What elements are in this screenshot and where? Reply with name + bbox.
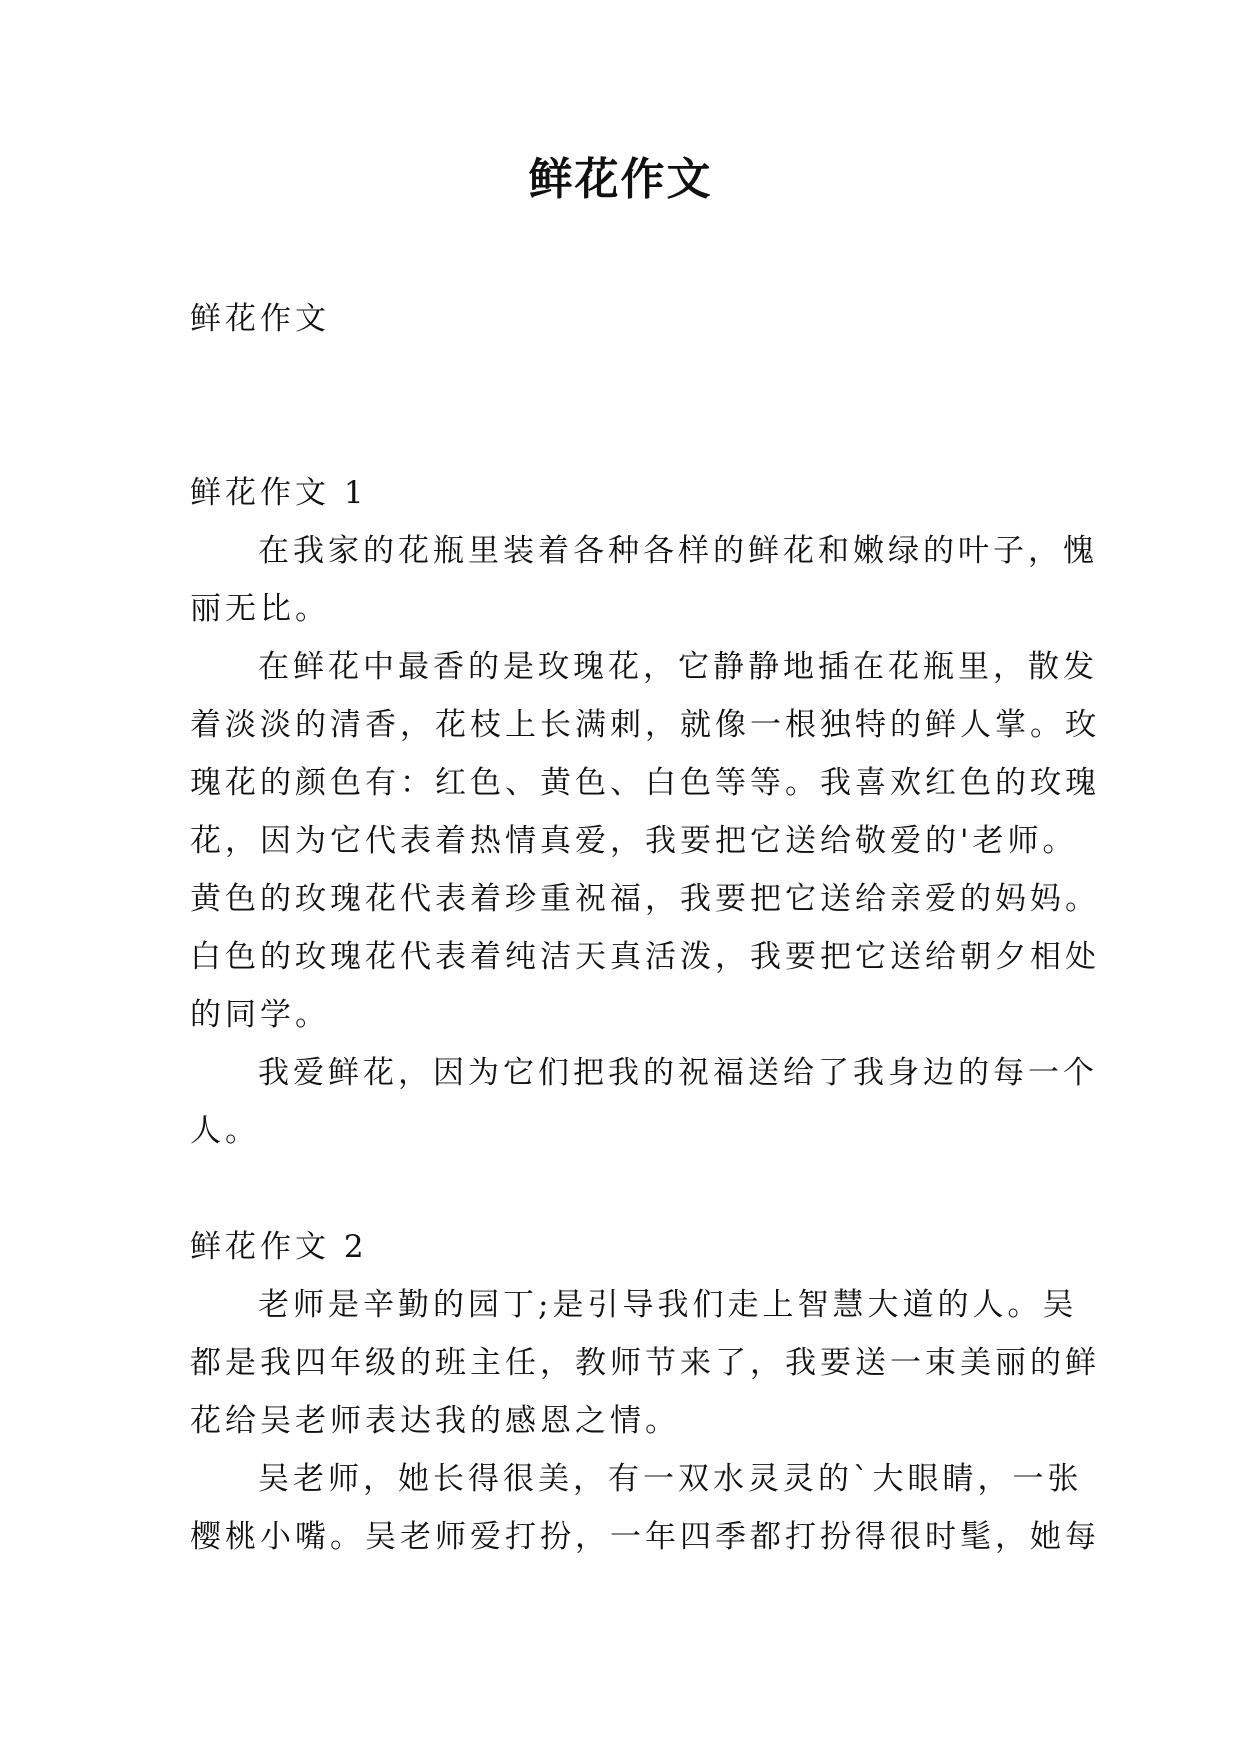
- paragraph: [190, 522, 1098, 638]
- text-line: 在鲜花中最香的是玫瑰花，它静静地插在花瓶里，散发: [258, 649, 1098, 685]
- text-line: 在我家的花瓶里装着各种各样的鲜花和嫩绿的叶子，愧: [258, 533, 1098, 569]
- section-1: [190, 464, 1100, 1160]
- section-2: [190, 1218, 1100, 1566]
- section-heading: 鲜花作文 2: [190, 1229, 368, 1265]
- paragraph: [190, 1044, 1098, 1160]
- text-line: 的同学。: [190, 997, 330, 1033]
- text-line: 白色的玫瑰花代表着纯洁天真活泼，我要把它送给朝夕相处: [190, 939, 1100, 975]
- text-line: 瑰花的颜色有：红色、黄色、白色等等。我喜欢红色的玫瑰: [190, 765, 1100, 801]
- text-line: 丽无比。: [190, 591, 330, 627]
- text-line: 着淡淡的清香，花枝上长满刺，就像一根独特的鲜人掌。玫: [190, 707, 1100, 743]
- document-body: [190, 290, 1100, 1566]
- document-title: 鲜花作文: [528, 154, 713, 205]
- text-line: 人。: [190, 1113, 260, 1149]
- document-subtitle: 鲜花作文: [190, 301, 330, 337]
- paragraph: [190, 1450, 1100, 1566]
- section-heading: 鲜花作文 1: [190, 475, 368, 511]
- text-line: 吴老师，她长得很美，有一双水灵灵的`大眼睛，一张: [258, 1461, 1083, 1497]
- text-line: 黄色的玫瑰花代表着珍重祝福，我要把它送给亲爱的妈妈。: [190, 881, 1100, 917]
- section-spacer: [190, 1160, 1052, 1218]
- paragraph: [190, 638, 1100, 1044]
- text-line: 樱桃小嘴。吴老师爱打扮，一年四季都打扮得很时髦，她每: [190, 1519, 1100, 1555]
- text-line: 我爱鲜花，因为它们把我的祝福送给了我身边的每一个: [258, 1055, 1098, 1091]
- text-line: 花给吴老师表达我的感恩之情。: [190, 1403, 680, 1439]
- text-line: 花，因为它代表着热情真爱，我要把它送给敬爱的'老师。: [190, 823, 1078, 859]
- text-line: 都是我四年级的班主任，教师节来了，我要送一束美丽的鲜: [190, 1345, 1100, 1381]
- paragraph: [190, 1276, 1100, 1450]
- text-line: 老师是辛勤的园丁;是引导我们走上智慧大道的人。吴: [258, 1287, 1078, 1323]
